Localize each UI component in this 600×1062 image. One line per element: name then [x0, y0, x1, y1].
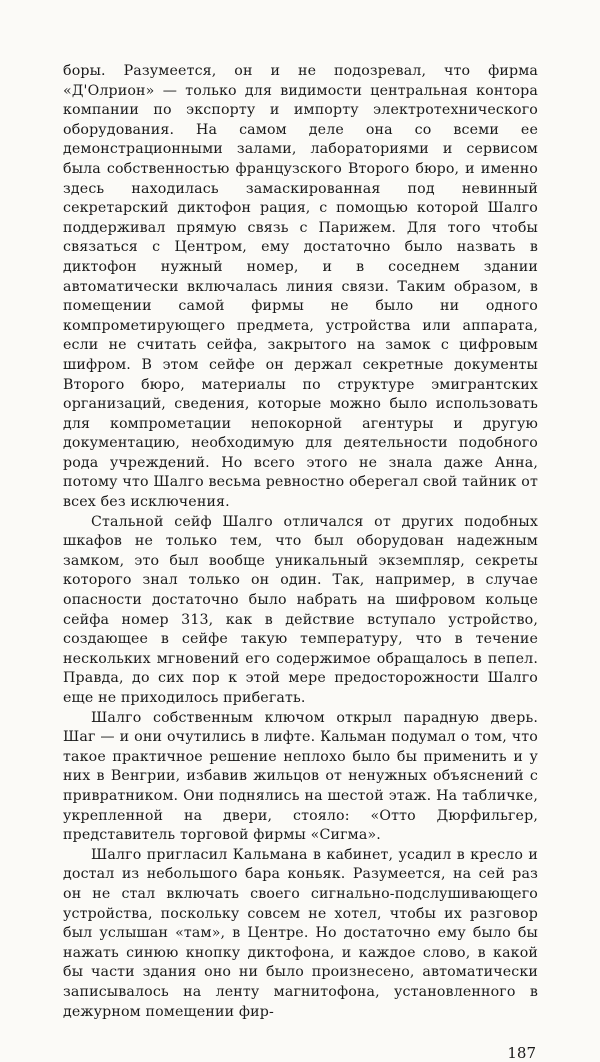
text-block	[63, 62, 538, 1062]
page-number: 187	[507, 1044, 536, 1062]
paragraph: Шалго пригласил Кальмана в кабинет, усадил в кресло и достал из небольшого бара коньяк. Разумеется, на сей раз он не стал включать своего сигнально-подслушивающего устройства, поскольку совсем не хотел, чтобы их разговор был услышан «там», в Центре. Но достаточно ему было бы нажать синюю кнопку диктофона, и каждое слово, в какой бы части здания оно ни было произнесено, автоматически записывалось на ленту магнитофона, установленного в дежурном помещении фир-	[63, 846, 538, 1020]
paragraph: боры. Разумеется, он и не подозревал, что фирма «Д'Олрион» — только для видимости центральная контора компании по экспорту и импорту электротехнического оборудования. На самом деле она со всеми ее демонстрационными залами, лабораториями и сервисом была собственностью французского Второго бюро, и именно здесь находилась замаскированная под невинный секретарский диктофон рация, с помощью которой Шалго поддерживал прямую связь с Парижем. Для того чтобы связаться с Центром, ему достаточно было назвать в диктофон нужный номер, и в соседнем здании автоматически включалась линия связи. Таким образом, в помещении самой фирмы не было ни одного компрометирующего предмета, устройства или аппарата, если не считать сейфа, закрытого на замок с цифровым шифром. В этом сейфе он держал секретные документы Второго бюро, материалы по структуре эмигрантских организаций, сведения, которые можно было использовать для компрометации непокорной агентуры и другую документацию, необходимую для деятельности подобного рода учреждений. Но всего этого не знала даже Анна, потому что Шалго весьма ревностно оберегал свой тайник от всех без исключения.	[63, 63, 538, 511]
paragraph: Шалго собственным ключом открыл парадную дверь. Шаг — и они очутились в лифте. Кальман подумал о том, что такое практичное решение неплохо было бы применить и у них в Венгрии, избавив жильцов от ненужных объяснений с привратником. Они поднялись на шестой этаж. На табличке, укрепленной на двери, стояло: «Отто Дюрфильгер, представитель торговой фирмы «Сигма».	[63, 709, 538, 844]
paragraph: Стальной сейф Шалго отличался от других подобных шкафов не только тем, что был оборудован надежным замком, это был вообще уникальный экземпляр, секреты которого знал только он один. Так, например, в случае опасности достаточно было набрать на шифровом кольце сейфа номер 313, как в действие вступало устройство, создающее в сейфе такую температуру, что в течение нескольких мгновений его содержимое обращалось в пепел. Правда, до сих пор к этой мере предосторожности Шалго еще не приходилось прибегать.	[63, 513, 538, 706]
